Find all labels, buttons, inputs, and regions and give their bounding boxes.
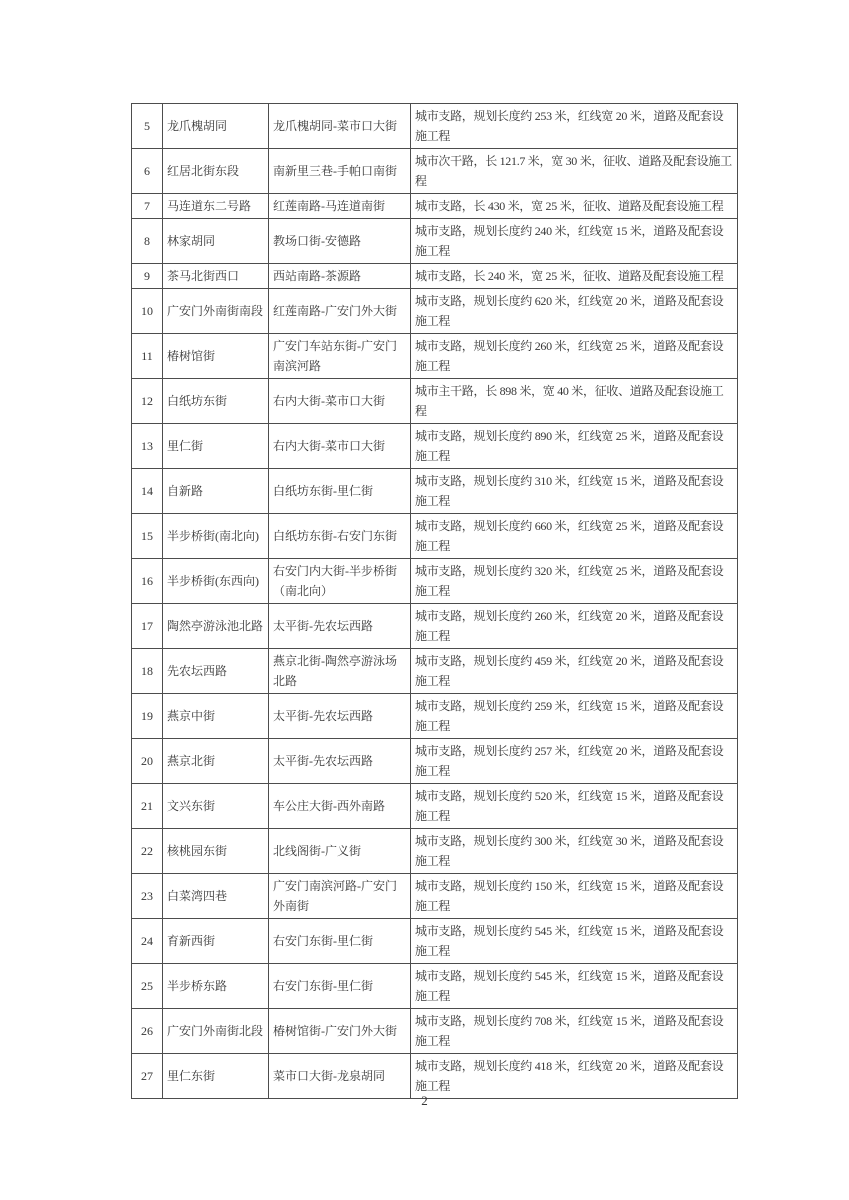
road-name-cell: 核桃园东街 [163,829,269,874]
page-number: 2 [421,1093,428,1108]
road-name-cell: 燕京中街 [163,694,269,739]
road-name-cell: 里仁东街 [163,1054,269,1099]
project-desc-cell: 城市支路，规划长度约 620 米，红线宽 20 米，道路及配套设施工程 [411,289,738,334]
road-name-cell: 自新路 [163,469,269,514]
row-number-cell: 24 [132,919,163,964]
road-name-cell: 半步桥街(南北向) [163,514,269,559]
road-segment-cell: 北线阁街-广义街 [269,829,411,874]
road-name-cell: 马连道东二号路 [163,194,269,219]
road-segment-cell: 白纸坊东街-里仁街 [269,469,411,514]
road-segment-cell: 太平街-先农坛西路 [269,694,411,739]
row-number-cell: 18 [132,649,163,694]
road-segment-cell: 龙爪槐胡同-菜市口大街 [269,104,411,149]
road-segment-cell: 燕京北街-陶然亭游泳场北路 [269,649,411,694]
project-desc-cell: 城市支路，规划长度约 310 米，红线宽 15 米，道路及配套设施工程 [411,469,738,514]
table-row [132,194,738,219]
table-row [132,264,738,289]
row-number-cell: 9 [132,264,163,289]
road-name-cell: 里仁街 [163,424,269,469]
table-row [132,784,738,829]
table-row [132,289,738,334]
table-row [132,739,738,784]
project-desc-cell: 城市支路，规划长度约 459 米，红线宽 20 米，道路及配套设施工程 [411,649,738,694]
project-desc-cell: 城市支路，规划长度约 545 米，红线宽 15 米，道路及配套设施工程 [411,964,738,1009]
table-row [132,334,738,379]
road-segment-cell: 右安门东街-里仁街 [269,964,411,1009]
row-number-cell: 5 [132,104,163,149]
road-name-cell: 文兴东街 [163,784,269,829]
project-desc-cell: 城市支路，规划长度约 418 米，红线宽 20 米，道路及配套设施工程 [411,1054,738,1099]
row-number-cell: 26 [132,1009,163,1054]
road-segment-cell: 广安门南滨河路-广安门外南街 [269,874,411,919]
road-name-cell: 半步桥街(东西向) [163,559,269,604]
road-segment-cell: 右内大街-菜市口大街 [269,379,411,424]
table-row [132,1054,738,1099]
road-segment-cell: 右安门内大街-半步桥街（南北向） [269,559,411,604]
row-number-cell: 21 [132,784,163,829]
row-number-cell: 27 [132,1054,163,1099]
road-segment-cell: 南新里三巷-手帕口南街 [269,149,411,194]
road-segment-cell: 广安门车站东街-广安门南滨河路 [269,334,411,379]
table-row [132,649,738,694]
row-number-cell: 20 [132,739,163,784]
table-row [132,514,738,559]
table-row [132,694,738,739]
row-number-cell: 23 [132,874,163,919]
road-name-cell: 林家胡同 [163,219,269,264]
project-desc-cell: 城市支路，规划长度约 260 米，红线宽 25 米，道路及配套设施工程 [411,334,738,379]
project-desc-cell: 城市主干路，长 898 米，宽 40 米，征收、道路及配套设施工程 [411,379,738,424]
road-name-cell: 燕京北街 [163,739,269,784]
road-name-cell: 陶然亭游泳池北路 [163,604,269,649]
road-name-cell: 龙爪槐胡同 [163,104,269,149]
table-row [132,1009,738,1054]
road-name-cell: 白菜湾四巷 [163,874,269,919]
row-number-cell: 17 [132,604,163,649]
project-desc-cell: 城市支路，规划长度约 890 米，红线宽 25 米，道路及配套设施工程 [411,424,738,469]
road-name-cell: 半步桥东路 [163,964,269,1009]
project-desc-cell: 城市支路，规划长度约 708 米，红线宽 15 米，道路及配套设施工程 [411,1009,738,1054]
table-row [132,874,738,919]
table-row [132,919,738,964]
row-number-cell: 6 [132,149,163,194]
road-segment-cell: 太平街-先农坛西路 [269,739,411,784]
project-desc-cell: 城市支路，规划长度约 240 米，红线宽 15 米，道路及配套设施工程 [411,219,738,264]
road-table-body [132,104,738,1099]
table-row [132,104,738,149]
row-number-cell: 16 [132,559,163,604]
road-segment-cell: 白纸坊东街-右安门东街 [269,514,411,559]
road-name-cell: 茶马北街西口 [163,264,269,289]
table-row [132,559,738,604]
road-segment-cell: 右内大街-菜市口大街 [269,424,411,469]
road-segment-cell: 菜市口大街-龙泉胡同 [269,1054,411,1099]
road-project-table [131,103,738,1099]
row-number-cell: 13 [132,424,163,469]
project-desc-cell: 城市支路，规划长度约 320 米，红线宽 25 米，道路及配套设施工程 [411,559,738,604]
table-row [132,469,738,514]
road-name-cell: 椿树馆街 [163,334,269,379]
project-desc-cell: 城市支路，规划长度约 150 米，红线宽 15 米，道路及配套设施工程 [411,874,738,919]
project-desc-cell: 城市支路，规划长度约 259 米，红线宽 15 米，道路及配套设施工程 [411,694,738,739]
road-segment-cell: 教场口街-安德路 [269,219,411,264]
road-name-cell: 广安门外南街南段 [163,289,269,334]
road-segment-cell: 红莲南路-马连道南街 [269,194,411,219]
table-row [132,219,738,264]
project-desc-cell: 城市支路，规划长度约 260 米，红线宽 20 米，道路及配套设施工程 [411,604,738,649]
road-name-cell: 广安门外南街北段 [163,1009,269,1054]
project-desc-cell: 城市次干路，长 121.7 米，宽 30 米，征收、道路及配套设施工程 [411,149,738,194]
project-desc-cell: 城市支路，规划长度约 545 米，红线宽 15 米，道路及配套设施工程 [411,919,738,964]
road-name-cell: 先农坛西路 [163,649,269,694]
road-segment-cell: 红莲南路-广安门外大街 [269,289,411,334]
road-segment-cell: 椿树馆街-广安门外大街 [269,1009,411,1054]
row-number-cell: 25 [132,964,163,1009]
road-name-cell: 红居北街东段 [163,149,269,194]
project-desc-cell: 城市支路，规划长度约 520 米，红线宽 15 米，道路及配套设施工程 [411,784,738,829]
project-desc-cell: 城市支路，规划长度约 253 米，红线宽 20 米，道路及配套设施工程 [411,104,738,149]
row-number-cell: 10 [132,289,163,334]
road-segment-cell: 太平街-先农坛西路 [269,604,411,649]
table-row [132,424,738,469]
project-desc-cell: 城市支路，长 240 米，宽 25 米，征收、道路及配套设施工程 [411,264,738,289]
table-row [132,604,738,649]
road-name-cell: 育新西街 [163,919,269,964]
row-number-cell: 22 [132,829,163,874]
road-segment-cell: 西站南路-茶源路 [269,264,411,289]
project-desc-cell: 城市支路，长 430 米，宽 25 米，征收、道路及配套设施工程 [411,194,738,219]
table-row [132,379,738,424]
row-number-cell: 12 [132,379,163,424]
project-desc-cell: 城市支路，规划长度约 300 米，红线宽 30 米，道路及配套设施工程 [411,829,738,874]
table-row [132,829,738,874]
road-segment-cell: 右安门东街-里仁街 [269,919,411,964]
row-number-cell: 8 [132,219,163,264]
table-row [132,964,738,1009]
project-desc-cell: 城市支路，规划长度约 257 米，红线宽 20 米，道路及配套设施工程 [411,739,738,784]
road-segment-cell: 车公庄大街-西外南路 [269,784,411,829]
table-row [132,149,738,194]
project-desc-cell: 城市支路，规划长度约 660 米，红线宽 25 米，道路及配套设施工程 [411,514,738,559]
row-number-cell: 15 [132,514,163,559]
row-number-cell: 14 [132,469,163,514]
row-number-cell: 7 [132,194,163,219]
row-number-cell: 11 [132,334,163,379]
road-name-cell: 白纸坊东街 [163,379,269,424]
row-number-cell: 19 [132,694,163,739]
